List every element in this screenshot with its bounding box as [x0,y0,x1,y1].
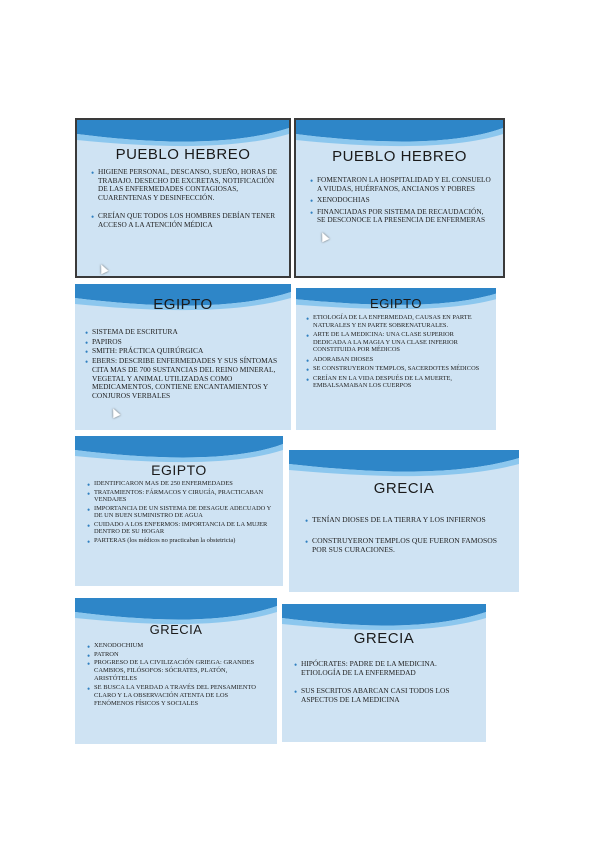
slide-bullet-list [305,516,505,555]
slide-egipto-1 [75,284,291,430]
bullet-item: • HIPÓCRATES: PADRE DE LA MEDICINA. ETIOLOGÍA DE LA ENFERMEDAD [294,660,478,677]
slide-pueblo-hebreo-2 [294,118,505,278]
bullet-item: • SUS ESCRITOS ABARCAN CASI TODOS LOS ASPECTOS DE LA MEDICINA [294,687,478,704]
bullet-item: • XENODOCHIAS [310,196,493,205]
slide-bullet-list [87,480,275,544]
slide-egipto-2 [296,288,496,430]
slide-bullet-list [85,328,283,401]
bullet-item: • EBERS: DESCRIBE ENFERMEDADES Y SUS SÍNTOMAS CITA MAS DE 700 SUSTANCIAS DEL REINO MINERAL, VEGETAL Y ANIMAL UTILIZADAS COMO MEDICAMENTOS, CONTIENE ENCANTAMIENTOS Y CONJUROS VERBALES [85,357,283,401]
slide-grecia-2 [75,598,277,744]
bullet-item: • CREÍAN EN LA VIDA DESPUÉS DE LA MUERTE, EMBALSAMABAN LOS CUERPOS [306,375,488,390]
bullet-item: • PATRON [87,651,269,659]
slide-header-wave [289,450,519,484]
mouse-cursor-icon [318,231,329,243]
bullet-item: • CONSTRUYERON TEMPLOS QUE FUERON FAMOSOS POR SUS CURACIONES. [305,537,505,555]
slide-grecia-3 [282,604,486,742]
bullet-item: • ETIOLOGÍA DE LA ENFERMEDAD, CAUSAS EN PARTE NATURALES Y EN PARTE SOBRENATURALES. [306,314,488,329]
slide-pueblo-hebreo-1 [75,118,291,278]
bullet-item: • CUIDADO A LOS ENFERMOS: IMPORTANCIA DE LA MUJER DENTRO DE SU HOGAR [87,521,275,536]
bullet-item: • XENODOCHIUM [87,642,269,650]
bullet-item: • FOMENTARON LA HOSPITALIDAD Y EL CONSUELO A VIUDAS, HUÉRFANOS, ANCIANOS Y POBRES [310,176,493,193]
slide-title: EGIPTO [151,462,207,478]
bullet-item: • CREÍAN QUE TODOS LOS HOMBRES DEBÍAN TENER ACCESO A LA ATENCIÓN MÉDICA [91,212,279,229]
bullet-item: • TRATAMIENTOS: FÁRMACOS Y CIRUGÍA, PRACTICABAN VENDAJES [87,489,275,504]
slide-title: GRECIA [149,622,203,637]
mouse-cursor-icon [109,407,120,419]
bullet-item: • FINANCIADAS POR SISTEMA DE RECAUDACIÓN, SE DESCONOCE LA PRESENCIA DE ENFERMERAS [310,208,493,225]
slide-bullet-list [294,660,478,705]
bullet-item: • SISTEMA DE ESCRITURA [85,328,283,337]
bullet-item: • PAPIROS [85,338,283,347]
mouse-cursor-icon [97,263,108,275]
slide-bullet-list [87,642,269,707]
bullet-item: • PARTERAS (los médicos no practicaban la obstetricia) [87,537,275,545]
bullet-item: • PROGRESO DE LA CIVILIZACIÓN GRIEGA: GRANDES CAMBIOS, FILÓSOFOS: SÓCRATES, PLATÓN, ARISTÓTELES [87,659,269,682]
bullet-item: • ARTE DE LA MEDICINA: UNA CLASE SUPERIOR DEDICADA A LA MAGIA Y UNA CLASE INFERIOR CONSTITUIDA POR MÉDICOS [306,331,488,354]
slide-grecia-1 [289,450,519,592]
slide-title: GRECIA [353,630,415,647]
slide-bullet-list [310,176,493,225]
bullet-item: • HIGIENE PERSONAL, DESCANSO, SUEÑO, HORAS DE TRABAJO. DESECHO DE EXCRETAS, NOTIFICACIÓN DE LAS ENFERMEDADES CONTAGIOSAS, CUARENTENAS Y DESINFECCIÓN. [91,168,279,202]
slide-title: GRECIA [373,480,435,497]
slide-title: PUEBLO HEBREO [332,148,467,165]
bullet-item: • SE BUSCA LA VERDAD A TRAVÉS DEL PENSAMIENTO CLARO Y LA OBSERVACIÓN ATENTA DE LOS FENÓMENOS FÍSICOS Y SOCIALES [87,684,269,707]
bullet-item: • SE CONSTRUYERON TEMPLOS, SACERDOTES MÉDICOS [306,365,488,373]
slide-egipto-3 [75,436,283,586]
bullet-item: • ADORABAN DIOSES [306,356,488,364]
slide-title: PUEBLO HEBREO [115,146,251,163]
bullet-item: • SMITH: PRÁCTICA QUIRÚRGICA [85,347,283,356]
slide-bullet-list [306,314,488,390]
bullet-item: • IMPORTANCIA DE UN SISTEMA DE DESAGUE ADECUADO Y DE UN BUEN SUMINISTRO DE AGUA [87,505,275,520]
slide-title: EGIPTO [370,296,422,311]
slide-title: EGIPTO [153,296,213,313]
slide-bullet-list [91,168,279,230]
bullet-item: • TENÍAN DIOSES DE LA TIERRA Y LOS INFIERNOS [305,516,505,525]
bullet-item: • IDENTIFICARON MAS DE 250 ENFERMEDADES [87,480,275,488]
